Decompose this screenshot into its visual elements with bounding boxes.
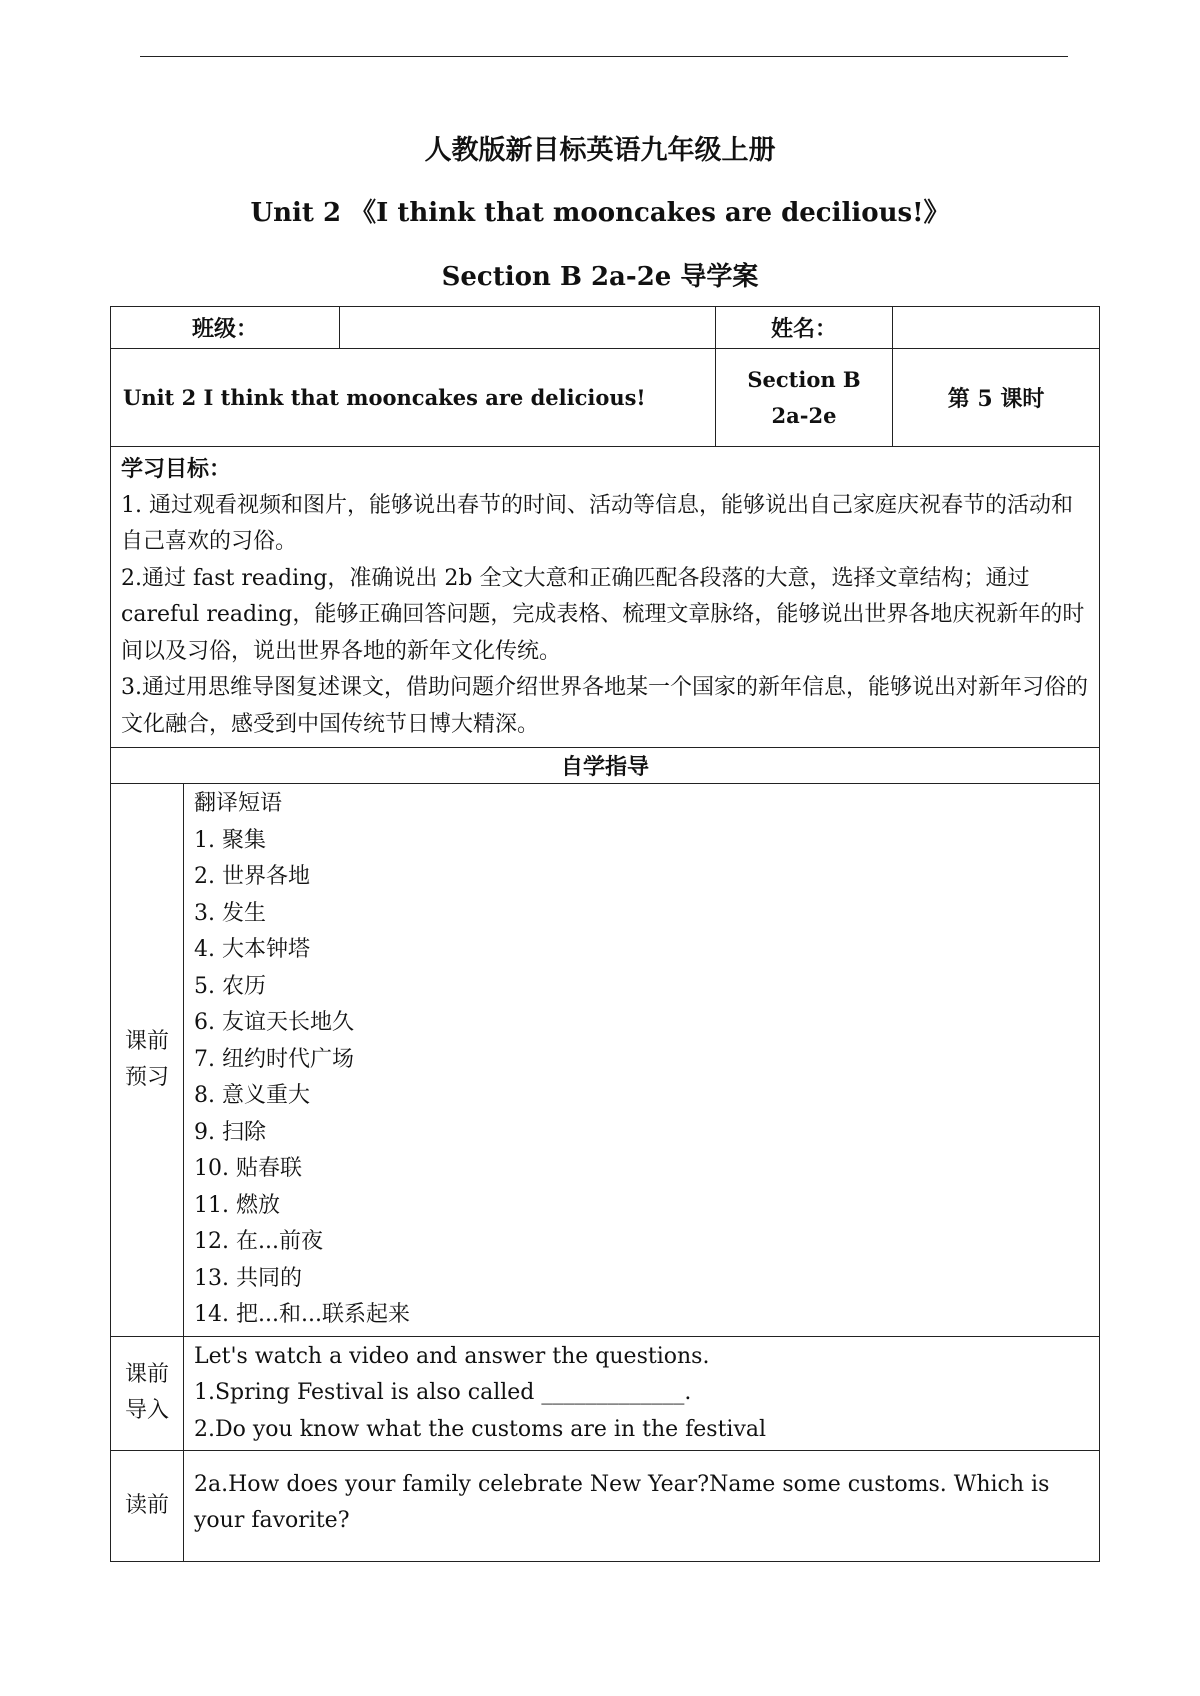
lesson-number: 第 5 课时 <box>893 349 1100 447</box>
goal-item-3: 3.通过用思维导图复述课文，借助问题介绍世界各地某一个国家的新年信息，能够说出对新年习俗的文化融合，感受到中国传统节日博大精深。 <box>121 675 1088 737</box>
self-study-heading: 自学指导 <box>111 748 1100 784</box>
preview-label-line1: 课前 <box>124 1028 169 1054</box>
lead-in-question-2: 2.Do you know what the customs are in the festival <box>194 1416 767 1442</box>
phrase-item: 7. 纽约时代广场 <box>194 1046 354 1072</box>
lead-in-row <box>111 1336 1100 1451</box>
phrases-heading: 翻译短语 <box>194 791 283 816</box>
unit-title: Unit 2 I think that mooncakes are delicious! <box>111 349 716 447</box>
lead-in-label-line1: 课前 <box>124 1362 169 1388</box>
section-cell <box>716 349 893 447</box>
preview-label <box>111 784 184 1337</box>
phrase-item: 13. 共同的 <box>194 1265 302 1291</box>
lead-in-question-1: 1.Spring Festival is also called _____________. <box>194 1380 692 1405</box>
phrase-item: 2. 世界各地 <box>194 864 310 889</box>
section-range: 2a-2e <box>771 402 837 428</box>
study-guide-table <box>110 306 1100 1562</box>
pre-reading-row <box>111 1451 1100 1562</box>
header-rule <box>140 56 1068 57</box>
phrase-item: 4. 大本钟塔 <box>194 937 310 962</box>
phrase-item: 9. 扫除 <box>194 1119 266 1145</box>
goals-row <box>111 447 1100 748</box>
preview-row <box>111 784 1100 1337</box>
phrase-item: 3. 发生 <box>194 900 266 926</box>
phrase-item: 5. 农历 <box>194 973 266 999</box>
name-field[interactable] <box>893 307 1100 349</box>
goal-item-1: 1. 通过观看视频和图片，能够说出春节的时间、活动等信息，能够说出自己家庭庆祝春节的活动和自己喜欢的习俗。 <box>121 492 1073 554</box>
phrase-item: 1. 聚集 <box>194 827 266 853</box>
phrase-item: 10. 贴春联 <box>194 1156 302 1181</box>
phrase-item: 12. 在...前夜 <box>194 1229 323 1254</box>
unit-row <box>111 349 1100 447</box>
phrase-item: 8. 意义重大 <box>194 1083 310 1108</box>
pre-reading-content: 2a.How does your family celebrate New Year?Name some customs. Which is your favorite? <box>184 1451 1100 1562</box>
info-row <box>111 307 1100 349</box>
goals-heading: 学习目标： <box>121 456 232 482</box>
lead-in-content <box>184 1336 1100 1451</box>
lead-in-label <box>111 1336 184 1451</box>
learning-goals <box>111 447 1100 748</box>
name-label: 姓名： <box>716 307 893 349</box>
lead-in-line: Let's watch a video and answer the questions. <box>194 1343 710 1369</box>
doc-subtitle-unit: Unit 2 《I think that mooncakes are decilious!》 <box>250 198 950 228</box>
phrase-item: 14. 把...和...联系起来 <box>194 1302 410 1327</box>
phrase-item: 11. 燃放 <box>194 1192 280 1218</box>
preview-label-line2: 预习 <box>124 1064 169 1090</box>
phrase-item: 6. 友谊天长地久 <box>194 1010 354 1035</box>
goal-item-2: 2.通过 fast reading，准确说出 2b 全文大意和正确匹配各段落的大意，选择文章结构；通过 careful reading，能够正确回答问题，完成表格、梳理文章脉络，能够说出世界各地庆祝新年的时间以及习俗，说出世界各地的新年文化传统。 <box>121 565 1085 664</box>
lead-in-label-line2: 导入 <box>124 1398 169 1424</box>
class-label: 班级： <box>111 307 340 349</box>
doc-subtitle-section: Section B 2a-2e 导学案 <box>441 262 759 292</box>
self-study-row <box>111 748 1100 784</box>
section-name: Section B <box>747 366 861 392</box>
doc-title: 人教版新目标英语九年级上册 <box>424 135 776 166</box>
class-field[interactable] <box>340 307 716 349</box>
pre-reading-label: 读前 <box>111 1451 184 1562</box>
preview-content <box>184 784 1100 1337</box>
